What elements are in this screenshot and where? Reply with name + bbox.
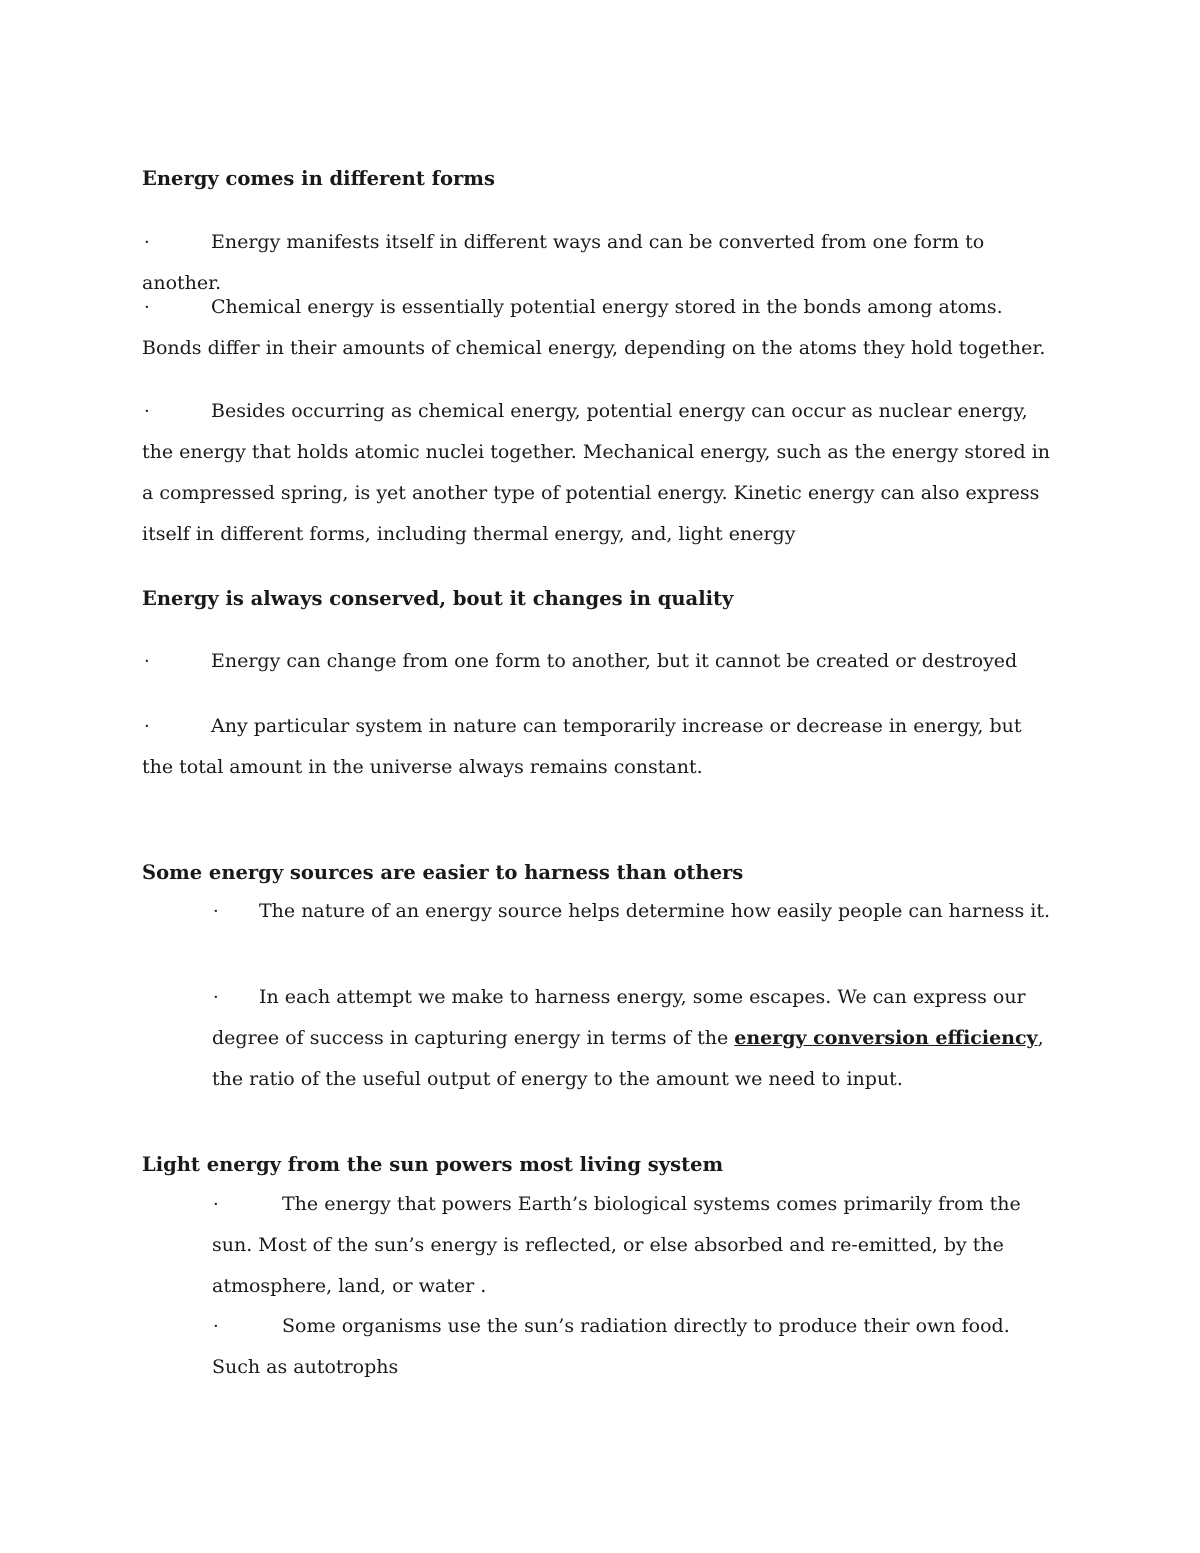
section-heading: Some energy sources are easier to harness than others (142, 861, 744, 884)
section-heading: Energy comes in different forms (142, 167, 495, 190)
bullet-symbol: · (213, 1316, 219, 1337)
bullet-text: Energy manifests itself in different ways and can be converted from one form to another. (142, 231, 985, 294)
bullet-symbol: · (213, 901, 219, 922)
bullet-symbol: · (144, 716, 150, 737)
bullet-text: Any particular system in nature can temporarily increase or decrease in energy, but the total amount in the universe always remains constant. (142, 715, 1022, 778)
bullet-symbol: · (213, 987, 219, 1008)
bullet-text-lead: In each attempt we make to harness energy, some escapes. We can express our degree of success in capturing energy in terms of the (212, 986, 1026, 1049)
bullet-text: Some organisms use the sun’s radiation directly to produce their own food. Such as autotrophs (212, 1315, 1010, 1378)
bullet-text: The energy that powers Earth’s biological systems comes primarily from the sun. Most of the sun’s energy is reflected, or else absorbed and re-emitted, by the atmosphere, land, or water . (212, 1193, 1021, 1297)
bullet-symbol: · (144, 297, 150, 318)
bullet-symbol: · (144, 401, 150, 422)
bullet-text: Chemical energy is essentially potential energy stored in the bonds among atoms. Bonds differ in their amounts of chemical energy, depending on the atoms they hold together. (142, 296, 1046, 359)
bullet-text: Energy can change from one form to another, but it cannot be created or destroyed (211, 650, 1018, 672)
key-term: energy conversion efficiency (734, 1027, 1038, 1049)
bullet-symbol: · (144, 651, 150, 672)
bullet-symbol: · (144, 232, 150, 253)
section-heading: Light energy from the sun powers most living system (142, 1153, 724, 1176)
bullet-symbol: · (213, 1194, 219, 1215)
bullet-text (212, 977, 1057, 1100)
section-heading: Energy is always conserved, bout it changes in quality (142, 587, 734, 610)
bullet-text-tail: , the ratio of the useful output of energy to the amount we need to input. (212, 1027, 1044, 1090)
bullet-text: The nature of an energy source helps determine how easily people can harness it. (259, 900, 1051, 922)
bullet-text: Besides occurring as chemical energy, potential energy can occur as nuclear energy, the energy that holds atomic nuclei together. Mechanical energy, such as the energy stored in a compressed spring, is yet another type of potential energy. Kinetic energy can also express itself in different forms, including thermal energy, and, light energy (142, 400, 1051, 545)
